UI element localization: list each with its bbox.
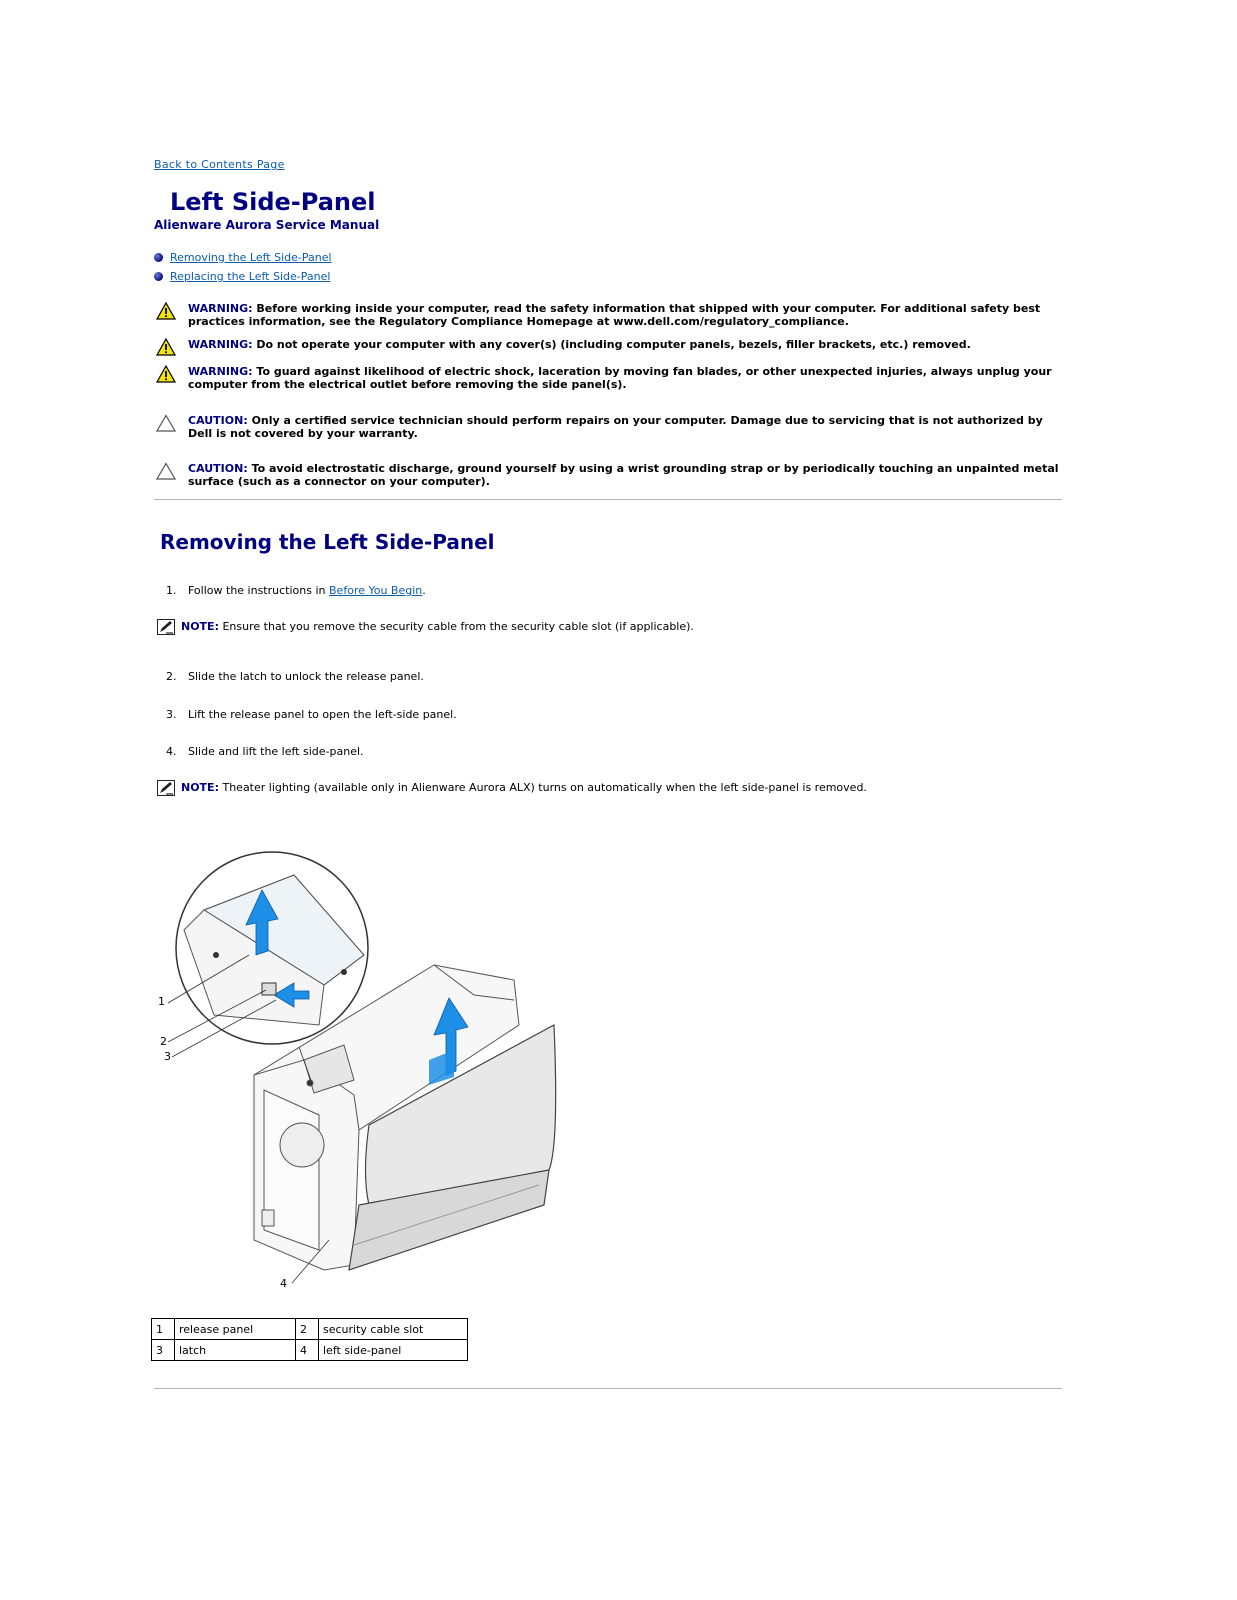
legend-number: 3	[152, 1340, 175, 1361]
legend-label: security cable slot	[319, 1319, 468, 1340]
detail-magnifier	[176, 852, 368, 1044]
legend-number: 4	[296, 1340, 319, 1361]
legend-number: 1	[152, 1319, 175, 1340]
toc-link-removing[interactable]: Removing the Left Side-Panel	[170, 251, 332, 264]
warning-label: WARNING:	[188, 365, 253, 378]
section-heading: Removing the Left Side-Panel	[160, 530, 495, 554]
note-pencil-icon	[157, 780, 175, 796]
note-label: NOTE:	[181, 781, 219, 794]
warning-text: Do not operate your computer with any cover(s) (including computer panels, bezels, filler brackets, etc.) removed.	[256, 338, 971, 351]
warning-icon	[156, 338, 176, 356]
toc-item	[154, 248, 332, 267]
divider	[154, 499, 1062, 500]
note-text: Theater lighting (available only in Alienware Aurora ALX) turns on automatically when the left side-panel is removed.	[222, 781, 867, 794]
table-of-contents	[154, 248, 332, 286]
step-text: Slide the latch to unlock the release panel.	[188, 670, 424, 683]
before-you-begin-link[interactable]: Before You Begin	[329, 584, 423, 597]
legend-label: latch	[175, 1340, 296, 1361]
table-row	[152, 1319, 468, 1340]
page-title: Left Side-Panel	[170, 188, 376, 216]
manual-subtitle: Alienware Aurora Service Manual	[154, 218, 380, 232]
step-number: 1.	[166, 584, 177, 597]
caution-icon	[156, 462, 176, 480]
bullet-icon	[154, 272, 163, 281]
note-label: NOTE:	[181, 620, 219, 633]
step-text: Slide and lift the left side-panel.	[188, 745, 364, 758]
callout-legend-table	[151, 1318, 468, 1361]
toc-item	[154, 267, 332, 286]
callout-4: 4	[280, 1277, 287, 1290]
step-number: 2.	[166, 670, 177, 683]
step-text: Lift the release panel to open the left-side panel.	[188, 708, 457, 721]
step-number: 4.	[166, 745, 177, 758]
caution-text: To avoid electrostatic discharge, ground yourself by using a wrist grounding strap or by periodically touching an unpainted metal surface (such as a connector on your computer).	[188, 462, 1059, 488]
caution-icon	[156, 414, 176, 432]
step-3	[166, 708, 457, 721]
warning-icon	[156, 302, 176, 320]
callout-1: 1	[158, 995, 165, 1008]
warning-icon	[156, 365, 176, 383]
note	[154, 781, 867, 794]
caution-label: CAUTION:	[188, 462, 248, 475]
legend-label: release panel	[175, 1319, 296, 1340]
note-pencil-icon	[157, 619, 175, 635]
warning-label: WARNING:	[188, 338, 253, 351]
caution-notice	[154, 462, 1059, 488]
side-panel-removal-illustration	[154, 845, 574, 1305]
step-4	[166, 745, 364, 758]
note	[154, 620, 694, 633]
callout-3: 3	[164, 1050, 171, 1063]
caution-text: Only a certified service technician should perform repairs on your computer. Damage due to servicing that is not authorized by Dell is not covered by your warranty.	[188, 414, 1043, 440]
warning-notice	[154, 302, 1059, 328]
legend-label: left side-panel	[319, 1340, 468, 1361]
caution-notice	[154, 414, 1059, 440]
note-text: Ensure that you remove the security cable from the security cable slot (if applicable).	[222, 620, 694, 633]
divider	[154, 1388, 1062, 1389]
warning-notice	[154, 365, 1059, 391]
warning-text: To guard against likelihood of electric shock, laceration by moving fan blades, or other unexpected injuries, always unplug your computer from the electrical outlet before removing the side panel(s).	[188, 365, 1052, 391]
step-number: 3.	[166, 708, 177, 721]
toc-link-replacing[interactable]: Replacing the Left Side-Panel	[170, 270, 331, 283]
step-1	[166, 584, 426, 597]
warning-notice	[154, 338, 1059, 351]
legend-number: 2	[296, 1319, 319, 1340]
table-row	[152, 1340, 468, 1361]
bullet-icon	[154, 253, 163, 262]
step-suffix: .	[422, 584, 426, 597]
step-text: Follow the instructions in	[188, 584, 329, 597]
step-2	[166, 670, 424, 683]
back-to-contents-link[interactable]: Back to Contents Page	[154, 158, 285, 171]
callout-2: 2	[160, 1035, 167, 1048]
caution-label: CAUTION:	[188, 414, 248, 427]
warning-text: Before working inside your computer, read the safety information that shipped with your computer. For additional safety best practices information, see the Regulatory Compliance Homepage at www.dell.com/regulatory_compliance.	[188, 302, 1041, 328]
warning-label: WARNING:	[188, 302, 253, 315]
